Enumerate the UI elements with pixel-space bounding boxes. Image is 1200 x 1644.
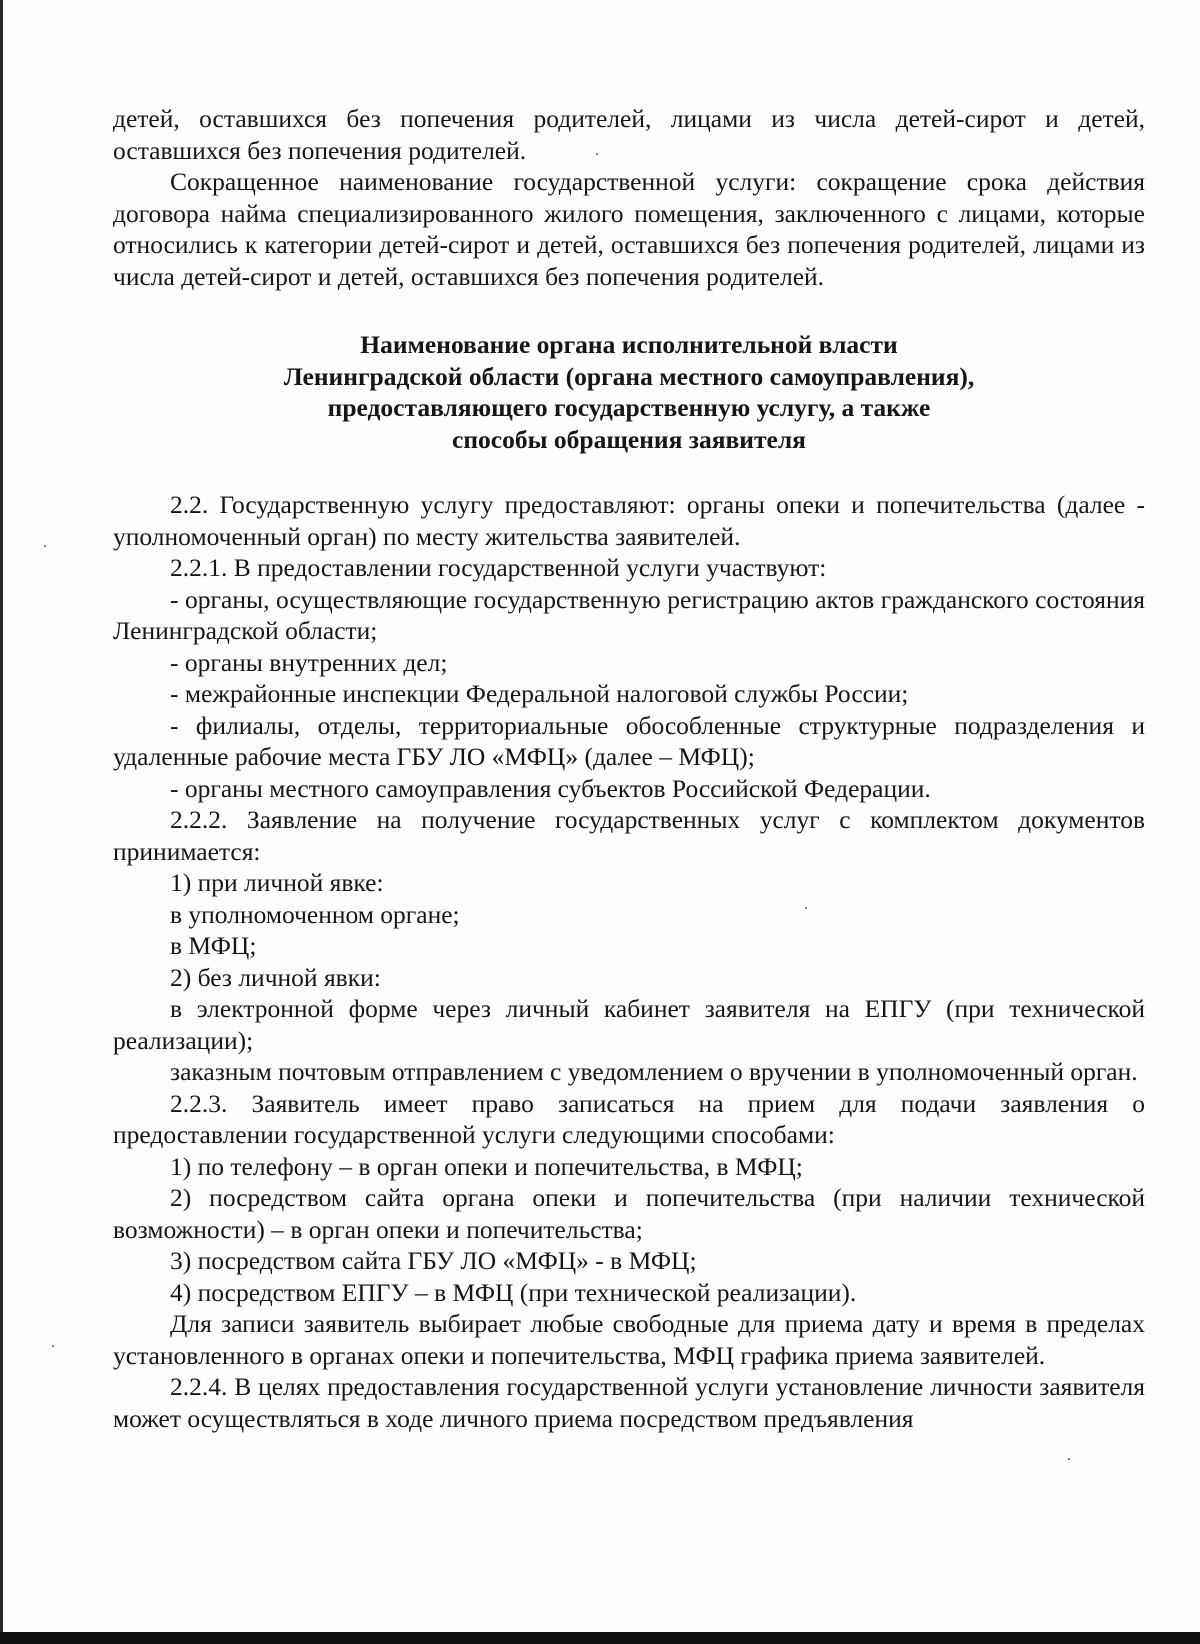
paragraph-2-2: 2.2. Государственную услугу предоставляют: органы опеки и попечительства (далее - уполномоченный орган) по месту жительства заявителей. <box>113 490 1145 551</box>
heading-line: предоставляющего государственную услугу, а также <box>327 393 931 422</box>
paragraph-2-2-1: 2.2.1. В предоставлении государственной услуги участвуют: <box>170 553 827 582</box>
scan-speck <box>52 1345 54 1347</box>
list-item: - межрайонные инспекции Федеральной налоговой службы России; <box>170 679 909 708</box>
list-item: в МФЦ; <box>170 931 257 960</box>
paragraph-2-2-4: 2.2.4. В целях предоставления государственной услуги установление личности заявителя может осуществляться в ходе личного приема посредством предъявления <box>113 1372 1145 1433</box>
list-item: заказным почтовым отправлением с уведомлением о вручении в уполномоченный орган. <box>170 1057 1138 1086</box>
heading-line: Наименование органа исполнительной власти <box>360 330 898 359</box>
paragraph-short-name: Сокращенное наименование государственной услуги: сокращение срока действия договора найма специализированного жилого помещения, заключенного с лицами, которые относились к категории детей-сирот и детей, оставшихся без попечения родителей, лицами из числа детей-сирот и детей, оставшихся без попечения родителей. <box>113 167 1145 291</box>
list-item: 1) при личной явке: <box>170 868 384 897</box>
list-item: в электронной форме через личный кабинет заявителя на ЕПГУ (при технической реализации); <box>113 994 1145 1055</box>
scan-speck <box>596 153 598 155</box>
document-body <box>113 103 1145 1434</box>
list-item: 2) посредством сайта органа опеки и попечительства (при наличии технической возможности) – в орган опеки и попечительства; <box>113 1183 1145 1244</box>
list-item: в уполномоченном органе; <box>170 899 460 929</box>
heading-line: Ленинградской области (органа местного самоуправления), <box>283 361 975 391</box>
list-item: - органы местного самоуправления субъектов Российской Федерации. <box>170 773 931 803</box>
paragraph-2-2-2: 2.2.2. Заявление на получение государственных услуг с комплектом документов принимается: <box>113 805 1145 866</box>
section-heading <box>113 329 1145 455</box>
list-item: - филиалы, отделы, территориальные обособленные структурные подразделения и удаленные рабочие места ГБУ ЛО «МФЦ» (далее – МФЦ); <box>113 710 1145 771</box>
list-item: 1) по телефону – в орган опеки и попечительства, в МФЦ; <box>170 1151 803 1181</box>
paragraph-2-2-3: 2.2.3. Заявитель имеет право записаться на прием для подачи заявления о предоставлении государственной услуги следующими способами: <box>113 1088 1145 1149</box>
scan-speck <box>805 907 807 909</box>
list-item: 4) посредством ЕПГУ – в МФЦ (при технической реализации). <box>170 1277 857 1307</box>
paragraph-continuation: детей, оставшихся без попечения родителей, лицами из числа детей-сирот и детей, оставшихся без попечения родителей. <box>113 104 1145 165</box>
list-item: - органы внутренних дел; <box>170 647 448 677</box>
list-item: 2) без личной явки: <box>170 962 381 992</box>
scan-speck <box>1068 1458 1070 1460</box>
scan-speck <box>44 545 46 547</box>
list-item: - органы, осуществляющие государственную регистрацию актов гражданского состояния Ленинградской области; <box>113 584 1145 645</box>
scan-left-edge <box>0 0 3 1644</box>
heading-line: способы обращения заявителя <box>452 424 806 454</box>
list-item: 3) посредством сайта ГБУ ЛО «МФЦ» - в МФЦ; <box>170 1246 697 1275</box>
scan-bottom-edge <box>0 1632 1200 1644</box>
paragraph-booking-note: Для записи заявитель выбирает любые свободные для приема дату и время в пределах установленного в органах опеки и попечительства, МФЦ графика приема заявителей. <box>113 1309 1145 1370</box>
